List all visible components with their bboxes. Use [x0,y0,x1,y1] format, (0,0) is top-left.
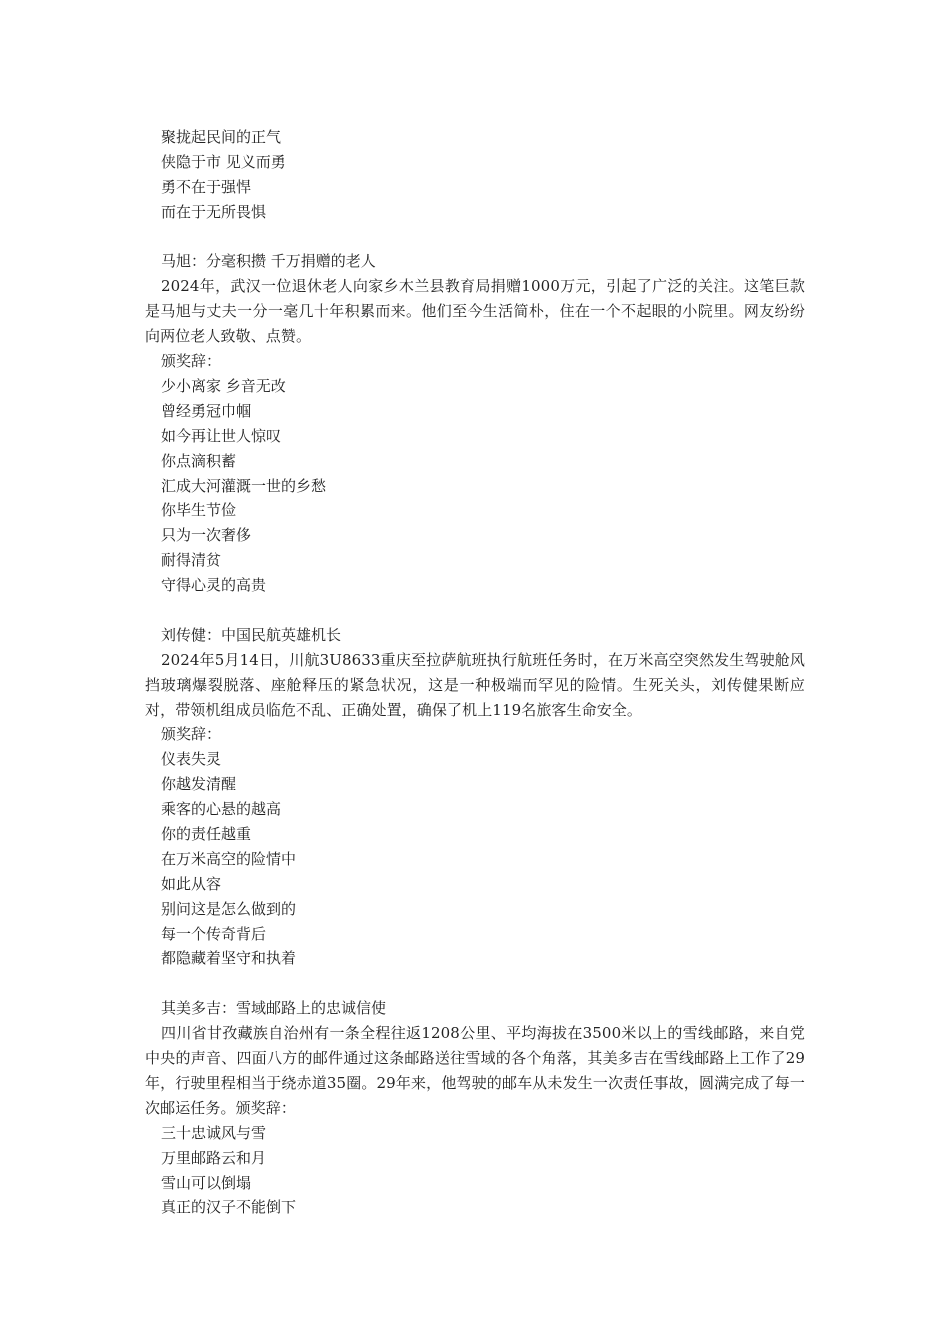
poem-line: 你越发清醒 [161,775,237,794]
spacer [145,971,805,996]
poem-line: 你点滴积蓄 [161,451,237,470]
poem-line: 你毕生节俭 [161,501,237,520]
spacer [145,598,805,623]
award-label: 颁奖辞： [161,352,222,371]
poem-line: 三十忠诚风与雪 [161,1123,267,1142]
award-label: 颁奖辞： [161,725,222,744]
poem-line: 如此从容 [161,874,222,893]
poem-line: 别问这是怎么做到的 [161,899,297,918]
intro-poem [145,125,805,225]
poem-line: 聚拢起民间的正气 [161,128,282,146]
poem-line: 侠隐于市 见义而勇 [161,152,286,171]
section-ma-xu [145,249,805,598]
section-qimei-duoji [145,996,805,1220]
section-heading: 其美多吉：雪域邮路上的忠诚信使 [161,999,387,1018]
poem-line: 曾经勇冠巾帼 [161,401,252,420]
section-body: 2024年，武汉一位退休老人向家乡木兰县教育局捐赠1000万元，引起了广泛的关注。这笔巨款是马旭与丈夫一分一毫几十年积累而来。他们至今生活简朴，住在一个不起眼的小院里。网友纷纷向两位老人致敬、点赞。 [145,277,805,346]
poem-line: 每一个传奇背后 [161,924,267,943]
poem-line: 汇成大河灌溉一世的乡愁 [161,476,327,495]
poem-line: 在万米高空的险情中 [161,849,297,868]
poem-line: 少小离家 乡音无改 [161,376,286,395]
poem-line: 守得心灵的高贵 [161,576,267,595]
poem-line: 乘客的心悬的越高 [161,800,282,819]
spacer [145,225,805,250]
poem-line: 你的责任越重 [161,825,252,844]
poem-line: 只为一次奢侈 [161,526,252,545]
section-body: 2024年5月14日，川航3U8633重庆至拉萨航班执行航班任务时，在万米高空突然发生驾驶舱风挡玻璃爆裂脱落、座舱释压的紧急状况，这是一种极端而罕见的险情。生死关头，刘传健果断应对，带领机组成员临危不乱、正确处置，确保了机上119名旅客生命安全。 [145,650,805,719]
poem-line: 雪山可以倒塌 [161,1173,252,1192]
poem-line: 都隐藏着坚守和执着 [161,949,297,968]
poem-line: 仪表失灵 [161,750,222,769]
section-liu-chuanjian [145,623,805,972]
section-body: 四川省甘孜藏族自治州有一条全程往返1208公里、平均海拔在3500米以上的雪线邮路，来自党中央的声音、四面八方的邮件通过这条邮路送往雪域的各个角落，其美多吉在雪线邮路上工作了29年，行驶里程相当于绕赤道35圈。29年来，他驾驶的邮车从未发生一次责任事故，圆满完成了每一次邮运任务。颁奖辞： [145,1024,805,1117]
poem-line: 耐得清贫 [161,551,222,570]
section-heading: 刘传健：中国民航英雄机长 [161,625,342,644]
section-heading: 马旭：分毫积攒 千万捐赠的老人 [161,252,376,271]
poem-line: 而在于无所畏惧 [161,202,267,221]
poem-line: 勇不在于强悍 [161,177,252,196]
poem-line: 万里邮路云和月 [161,1148,267,1167]
document-page [145,125,805,1220]
poem-line: 如今再让世人惊叹 [161,426,282,445]
poem-line: 真正的汉子不能倒下 [161,1198,297,1217]
